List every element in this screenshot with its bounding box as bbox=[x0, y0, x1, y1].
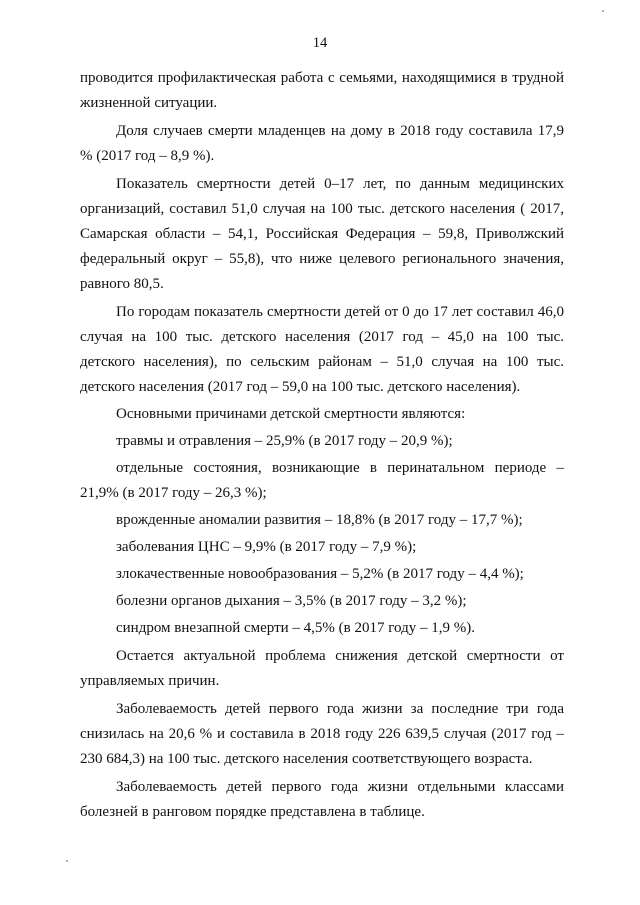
cause-item-injuries: травмы и отравления – 25,9% (в 2017 году – 20,9 %); bbox=[116, 433, 453, 449]
paragraph-continuation: проводится профилактическая работа с семьями, находящимися в трудной жизненной ситуации. bbox=[80, 70, 564, 111]
cause-item-sids: синдром внезапной смерти – 4,5% (в 2017 году – 1,9 %). bbox=[116, 620, 475, 636]
paragraph-city-rural: По городам показатель смертности детей от 0 до 17 лет составил 46,0 случая на 100 тыс. детского населения (2017 год – 45,0 на 100 тыс. детского населения), по сельским районам – 51,0 случая на 100 тыс. детского населения (2017 год – 59,0 на 100 тыс. детского населения). bbox=[80, 304, 564, 395]
page-number: 14 bbox=[312, 35, 328, 51]
cause-item-neoplasms: злокачественные новообразования – 5,2% (в 2017 году – 4,4 %); bbox=[116, 566, 524, 582]
scan-speck bbox=[66, 860, 68, 862]
paragraph-preventable: Остается актуальной проблема снижения детской смертности от управляемых причин. bbox=[80, 648, 564, 689]
paragraph-table-reference: Заболеваемость детей первого года жизни отдельными классами болезней в ранговом порядке представлена в таблице. bbox=[80, 779, 564, 820]
document-body bbox=[80, 66, 564, 827]
cause-item-cns: заболевания ЦНС – 9,9% (в 2017 году – 7,9 %); bbox=[116, 539, 417, 555]
cause-item-respiratory: болезни органов дыхания – 3,5% (в 2017 году – 3,2 %); bbox=[116, 593, 467, 609]
paragraph-home-deaths: Доля случаев смерти младенцев на дому в 2018 году составила 17,9 % (2017 год – 8,9 %). bbox=[80, 123, 564, 164]
paragraph-mortality-rate: Показатель смертности детей 0–17 лет, по данным медицинских организаций, составил 51,0 случая на 100 тыс. детского населения ( 2017, Самарская области – 54,1, Российская Федерация – 59,8, Приволжский федеральный округ – 55,8), что ниже целевого регионального значения, равного 80,5. bbox=[80, 176, 564, 292]
cause-item-perinatal: отдельные состояния, возникающие в перинатальном периоде – 21,9% (в 2017 году – 26,3 %); bbox=[80, 460, 564, 501]
cause-item-congenital: врожденные аномалии развития – 18,8% (в 2017 году – 17,7 %); bbox=[116, 512, 523, 528]
paragraph-causes-intro: Основными причинами детской смертности являются: bbox=[116, 406, 466, 422]
paragraph-infant-morbidity: Заболеваемость детей первого года жизни за последние три года снизилась на 20,6 % и составила в 2018 году 226 639,5 случая (2017 год – 230 684,3) на 100 тыс. детского населения соответствующего возраста. bbox=[80, 701, 564, 767]
scan-speck bbox=[602, 10, 604, 12]
